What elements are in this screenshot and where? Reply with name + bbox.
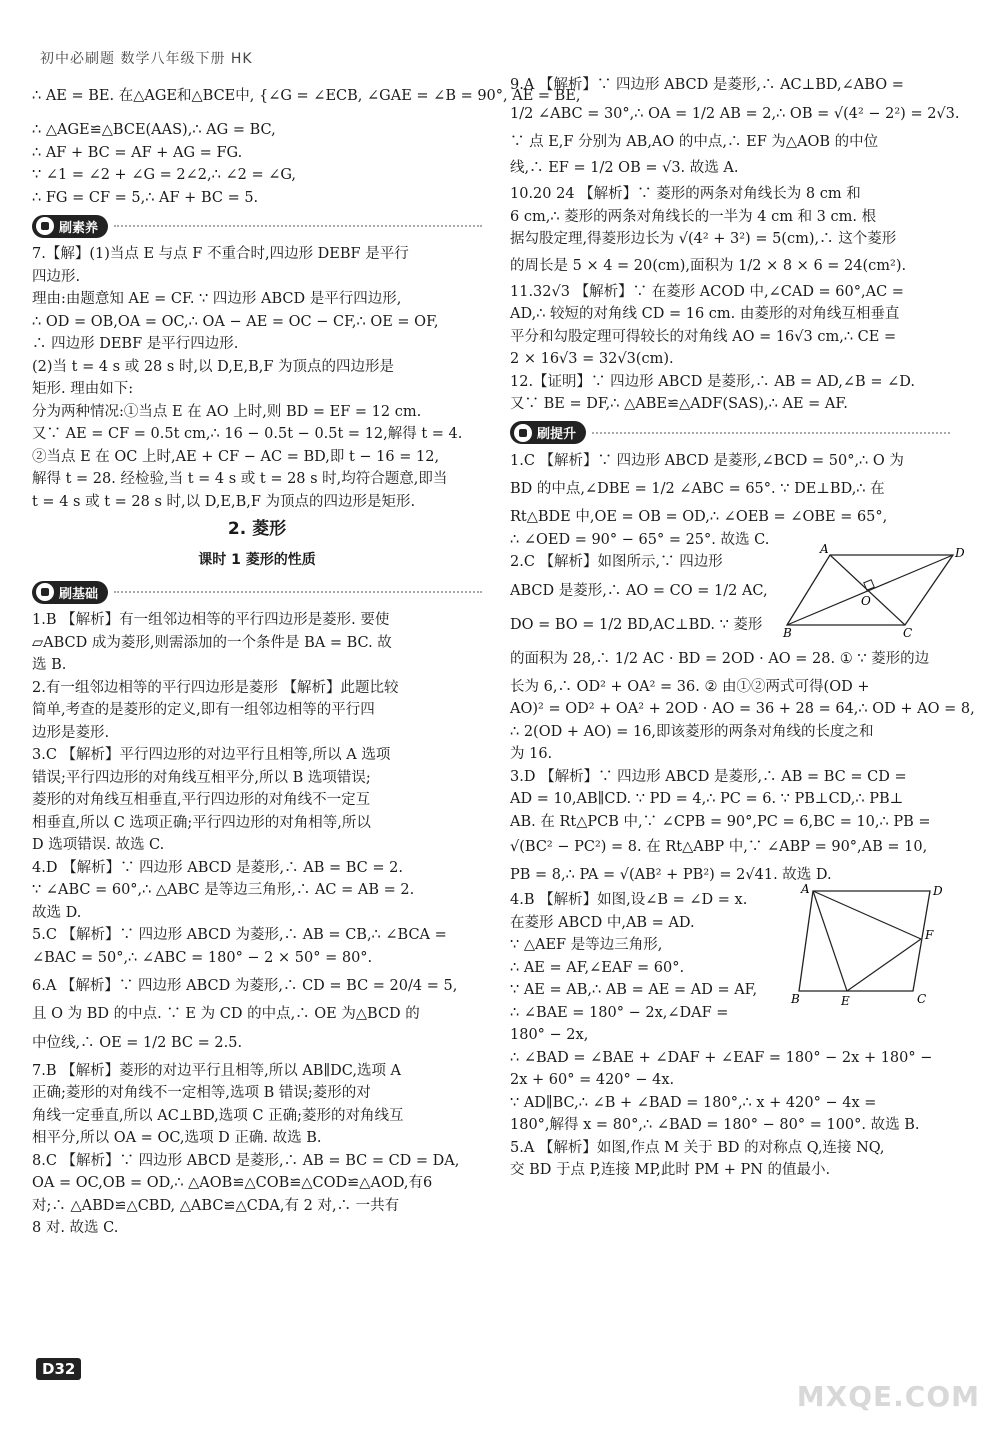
chapter-title: 2. 菱形 [227, 519, 287, 539]
text-line: BD 的中点,∠DBE = 1/2 ∠ABC = 65°. ∵ DE⊥BD,∴ 在 [510, 481, 885, 497]
text-line: 180° − 2x, [510, 1027, 589, 1043]
text-line: 6.A 【解析】∵ 四边形 ABCD 为菱形,∴ CD = BC = 20/4 = 5, [32, 978, 458, 994]
text-line: ∴ AE = BE. 在△AGE和△BCE中, {∠G = ∠ECB, ∠GAE = ∠B = 90°, AE = BE, [32, 88, 581, 104]
text-line: AD,∴ 较短的对角线 CD = 16 cm. 由菱形的对角线互相垂直 [510, 306, 900, 322]
text-line: ∵ AE = AB,∴ AB = AE = AD = AF, [510, 982, 758, 998]
text-line: AD = 10,AB∥CD. ∵ PD = 4,∴ PC = 6. ∵ PB⊥CD,∴ PB⊥ [510, 791, 904, 807]
text-line: 中位线,∴ OE = 1/2 BC = 2.5. [32, 1034, 243, 1051]
label-d: D [955, 546, 965, 560]
text-line: 据勾股定理,得菱形边长为 √(4² + 3²) = 5(cm),∴ 这个菱形 [510, 231, 897, 247]
text-line: 且 O 为 BD 的中点. ∵ E 为 CD 的中点,∴ OE 为△BCD 的 [32, 1006, 420, 1022]
text-line: ∴ 四边形 DEBF 是平行四边形. [32, 336, 239, 352]
text-line: 1/2 ∠ABC = 30°,∴ OA = 1/2 AB = 2,∴ OB = √(4² − 2²) = 2√3. [510, 105, 960, 122]
rhombus-figure-1 [783, 542, 965, 640]
section-badge: 刷素养 [32, 215, 108, 238]
text-line: ②当点 E 在 OC 上时,AE + CF − AC = BD,即 t − 16 = 12, [32, 448, 440, 465]
text-line: ∴ 2(OD + AO) = 16,即该菱形的两条对角线的长度之和 [510, 723, 874, 740]
text-line: ∴ OD = OB,OA = OC,∴ OA − AE = OC − CF,∴ OE = OF, [32, 313, 439, 330]
text-line: 交 BD 于点 P,连接 MP,此时 PM + PN 的值最小. [510, 1162, 831, 1178]
question-7 [32, 243, 482, 513]
text-line: 5.A 【解析】如图,作点 M 关于 BD 的对称点 Q,连接 NQ, [510, 1139, 885, 1156]
text-line: 4.D 【解析】∵ 四边形 ABCD 是菱形,∴ AB = BC = 2. [32, 859, 403, 876]
text-line: 线,∴ EF = 1/2 OB = √3. 故选 A. [510, 160, 739, 176]
text-line: ▱ABCD 成为菱形,则需添加的一个条件是 BA = BC. 故 [32, 634, 392, 651]
text-line: 的面积为 28,∴ 1/2 AC · BD = 2OD · AO = 28. ① ∵ 菱形的边 [510, 650, 930, 667]
text-line: ∵ ∠1 = ∠2 + ∠G = 2∠2,∴ ∠2 = ∠G, [32, 167, 297, 183]
text-line: 7.【解】(1)当点 E 与点 F 不重合时,四边形 DEBF 是平行 [32, 246, 409, 262]
text-line: 又∵ BE = DF,∴ △ABE≌△ADF(SAS),∴ AE = AF. [510, 396, 848, 412]
text-line: ∴ FG = CF = 5,∴ AF + BC = 5. [32, 189, 259, 206]
text-line: 10.20 24 【解析】∵ 菱形的两条对角线长为 8 cm 和 [510, 186, 861, 202]
text-line: ∴ AF + BC = AF + AG = FG. [32, 144, 243, 161]
text-line: 的周长是 5 × 4 = 20(cm),面积为 1/2 × 8 × 6 = 24(cm²). [510, 257, 907, 274]
text-line: 相垂直,所以 C 选项正确;平行四边形的对角相等,所以 [32, 814, 371, 831]
text-line: DO = BO = 1/2 BD,AC⊥BD. ∵ 菱形 [510, 616, 763, 633]
text-line: 在菱形 ABCD 中,AB = AD. [510, 914, 695, 931]
section-header-tisheng [510, 418, 950, 448]
text-line: ∴ ∠OED = 90° − 65° = 25°. 故选 C. [510, 531, 770, 548]
text-line: 4.B 【解析】如图,设∠B = ∠D = x. [510, 892, 748, 908]
text-line: ∴ ∠BAE = 180° − 2x,∠DAF = [510, 1004, 729, 1021]
text-line: 3.C 【解析】平行四边形的对边平行且相等,所以 A 选项 [32, 747, 391, 763]
text-line: 相平分,所以 OA = OC,选项 D 正确. 故选 B. [32, 1130, 322, 1146]
text-line: 2.C 【解析】如图所示,∵ 四边形 [510, 554, 723, 570]
text-line: 简单,考查的是菱形的定义,即有一组邻边相等的平行四 [32, 702, 375, 718]
text-line: 2 × 16√3 = 32√3(cm). [510, 351, 674, 367]
basic-answers [32, 609, 482, 1240]
book-icon [36, 217, 54, 235]
text-line: ∵ 点 E,F 分别为 AB,AO 的中点,∴ EF 为△AOB 的中位 [510, 133, 879, 150]
section-badge: 刷基础 [32, 581, 108, 604]
text-line: 分为两种情况:①当点 E 在 AO 上时,则 BD = EF = 12 cm. [32, 403, 422, 420]
label-a: A [820, 542, 829, 556]
text-line: 11.32√3 【解析】∵ 在菱形 ACOD 中,∠CAD = 60°,AC = [510, 283, 904, 300]
text-line: 2x + 60° = 420° − 4x. [510, 1072, 675, 1088]
lesson-title: 课时 1 菱形的性质 [198, 552, 316, 568]
text-line: PB = 8,∴ PA = √(AB² + PB²) = 2√41. 故选 D. [510, 867, 832, 883]
label-a: A [801, 882, 810, 896]
text-line: ABCD 是菱形,∴ AO = CO = 1/2 AC, [510, 582, 768, 599]
text-line: 180°,解得 x = 80°,∴ ∠BAD = 180° − 80° = 100°. 故选 B. [510, 1117, 920, 1133]
text-line: ∴ AE = AF,∠EAF = 60°. [510, 959, 685, 976]
text-line: 对;∴ △ABD≌△CBD, △ABC≌△CDA,有 2 对,∴ 一共有 [32, 1197, 400, 1214]
text-line: 8.C 【解析】∵ 四边形 ABCD 是菱形,∴ AB = BC = CD = DA, [32, 1152, 460, 1169]
text-line: 错误;平行四边形的对角线互相平分,所以 B 选项错误; [32, 769, 371, 786]
section-header-suyang [32, 211, 482, 241]
text-line: ∴ ∠BAD = ∠BAE + ∠DAF + ∠EAF = 180° − 2x + 180° − [510, 1049, 933, 1066]
text-line: ∴ △AGE≌△BCE(AAS),∴ AG = BC, [32, 122, 276, 138]
advanced-q4 [510, 882, 950, 1182]
text-line: 矩形. 理由如下: [32, 381, 134, 397]
answers-9-12 [510, 74, 960, 416]
text-line: OA = OC,OB = OD,∴ △AOB≌△COB≌△COD≌△AOD,有6 [32, 1175, 433, 1191]
book-icon [36, 583, 54, 601]
text-line: ∵ ∠ABC = 60°,∴ △ABC 是等边三角形,∴ AC = AB = 2. [32, 882, 415, 898]
advanced-q3 [510, 766, 950, 890]
book-icon [514, 424, 532, 442]
text-line: 正确;菱形的对角线不一定相等,选项 B 错误;菱形的对 [32, 1085, 371, 1101]
text-line: 1.B 【解析】有一组邻边相等的平行四边形是菱形. 要使 [32, 612, 390, 628]
text-line: Rt△BDE 中,OE = OB = OD,∴ ∠OEB = ∠OBE = 65°, [510, 509, 888, 525]
text-line: 边形是菱形. [32, 724, 110, 741]
text-line: 2.有一组邻边相等的平行四边形是菱形 【解析】此题比较 [32, 679, 399, 696]
label-d: D [933, 884, 943, 898]
section-badge: 刷提升 [510, 421, 586, 444]
text-line: √(BC² − PC²) = 8. 在 Rt△ABP 中,∵ ∠ABP = 90°,AB = 10, [510, 839, 928, 855]
text-line: ∠BAC = 50°,∴ ∠ABC = 180° − 2 × 50° = 80°. [32, 949, 373, 966]
label-f: F [925, 928, 934, 942]
text-line: 9.A 【解析】∵ 四边形 ABCD 是菱形,∴ AC⊥BD,∠ABO = [510, 77, 904, 93]
text-line: 6 cm,∴ 菱形的两条对角线长的一半为 4 cm 和 3 cm. 根 [510, 208, 877, 225]
text-line: 四边形. [32, 268, 81, 285]
dotted-divider [592, 432, 950, 434]
advanced-q2 [510, 542, 975, 766]
advanced-q1 [510, 450, 950, 552]
text-line: 菱形的对角线互相垂直,平行四边形的对角线不一定互 [32, 792, 371, 808]
page-number: D32 [36, 1358, 81, 1380]
dotted-divider [114, 225, 482, 227]
label-c: C [917, 992, 927, 1006]
text-line: 为 16. [510, 746, 553, 762]
section-header-jichu [32, 577, 482, 607]
text-line: 7.B 【解析】菱形的对边平行且相等,所以 AB∥DC,选项 A [32, 1062, 402, 1079]
text-line: 长为 6,∴ OD² + OA² = 36. ② 由①②两式可得(OD + [510, 678, 870, 695]
dotted-divider [114, 591, 482, 593]
label-o: O [861, 594, 871, 608]
text-line: 12.【证明】∵ 四边形 ABCD 是菱形,∴ AB = AD,∠B = ∠D. [510, 373, 915, 390]
prev-solution [32, 74, 581, 209]
text-line: 3.D 【解析】∵ 四边形 ABCD 是菱形,∴ AB = BC = CD = [510, 768, 907, 785]
text-line: 又∵ AE = CF = 0.5t cm,∴ 16 − 0.5t − 0.5t = 12,解得 t = 4. [32, 426, 463, 442]
text-line: (2)当 t = 4 s 或 28 s 时,以 D,E,B,F 为顶点的四边形是 [32, 358, 395, 375]
label-e: E [841, 994, 850, 1008]
label-c: C [903, 626, 913, 640]
page-header: 初中必刷题 数学八年级下册 HK [40, 51, 253, 67]
text-line: 理由:由题意知 AE = CF. ∵ 四边形 ABCD 是平行四边形, [32, 291, 402, 307]
text-line: 角线一定垂直,所以 AC⊥BD,选项 C 正确;菱形的对角线互 [32, 1107, 404, 1124]
text-line: ∵ △AEF 是等边三角形, [510, 937, 663, 953]
rhombus-figure-2 [791, 881, 945, 1011]
text-line: 5.C 【解析】∵ 四边形 ABCD 为菱形,∴ AB = CB,∴ ∠BCA = [32, 927, 447, 943]
text-line: AO)² = OD² + OA² + 2OD · AO = 36 + 28 = 64,∴ OD + AO = 8, [510, 701, 975, 717]
text-line: AB. 在 Rt△PCB 中,∵ ∠CPB = 90°,PC = 6,BC = 10,∴ PB = [510, 813, 931, 830]
text-line: ∵ AD∥BC,∴ ∠B + ∠BAD = 180°,∴ x + 420° − 4x = [510, 1094, 877, 1111]
label-b: B [783, 626, 792, 640]
text-line: 解得 t = 28. 经检验,当 t = 4 s 或 t = 28 s 时,均符合题意,即当 [32, 471, 448, 487]
text-line: 平分和勾股定理可得较长的对角线 AO = 16√3 cm,∴ CE = [510, 328, 897, 345]
text-line: t = 4 s 或 t = 28 s 时,以 D,E,B,F 为顶点的四边形是矩形. [32, 493, 416, 510]
label-b: B [791, 992, 800, 1006]
watermark: MXQE.COM [796, 1380, 980, 1413]
text-line: 8 对. 故选 C. [32, 1220, 119, 1236]
text-line: 选 B. [32, 657, 67, 673]
text-line: 故选 D. [32, 904, 82, 921]
right-column [510, 74, 975, 1182]
text-line: 1.C 【解析】∵ 四边形 ABCD 是菱形,∠BCD = 50°,∴ O 为 [510, 452, 904, 469]
text-line: D 选项错误. 故选 C. [32, 837, 165, 853]
